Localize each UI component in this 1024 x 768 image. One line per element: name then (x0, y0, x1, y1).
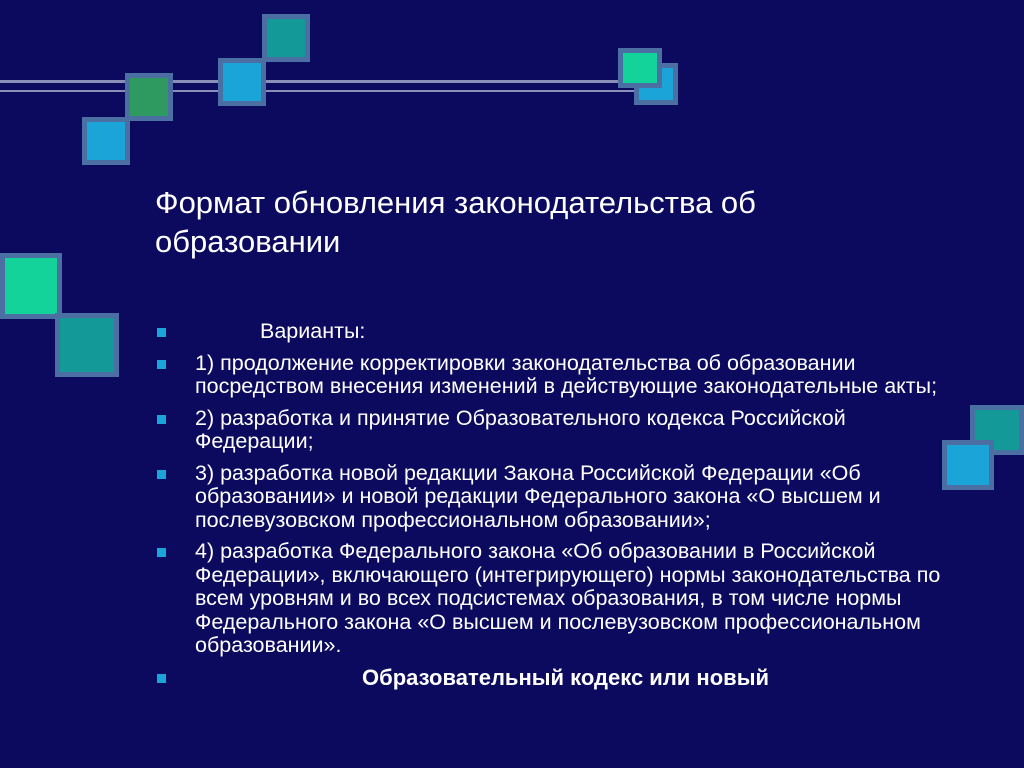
square-bullet-icon (157, 548, 166, 557)
list-item-text: 2) разработка и принятие Образовательного кодекса Российской Федерации; (195, 405, 846, 453)
list-item (157, 320, 957, 344)
list-item-text: 4) разработка Федерального закона «Об образовании в Российской Федерации», включающего (интегрирующего) нормы законодательства по всем уровням и во всех подсистемах образования, в том числе нормы Федерального закона «О высшем и послевузовском профессиональном образовании». (195, 539, 941, 657)
bullet-list (157, 320, 957, 698)
decor-square (55, 313, 119, 377)
decor-square (218, 58, 266, 106)
decor-line (0, 90, 640, 92)
decor-square (618, 48, 662, 88)
square-bullet-icon (157, 415, 166, 424)
list-item (157, 540, 957, 658)
list-item (157, 407, 957, 454)
list-item (157, 666, 957, 691)
slide-title: Формат обновления законодательства об образовании (155, 185, 756, 259)
list-item-text: 3) разработка новой редакции Закона Российской Федерации «Об образовании» и новой редакции Федерального закона «О высшем и послевузовском профессиональном образовании»; (195, 460, 881, 532)
list-item-text: Образовательный кодекс или новый (362, 664, 769, 690)
list-item-text: 1) продолжение корректировки законодательства об образовании посредством внесения изменений в действующие законодательные акты; (195, 350, 938, 398)
list-item-text: Варианты: (260, 319, 366, 343)
decor-square (82, 117, 130, 165)
square-bullet-icon (157, 328, 166, 337)
square-bullet-icon (157, 470, 166, 479)
square-bullet-icon (157, 674, 166, 683)
decor-line (0, 80, 640, 83)
decor-square (0, 253, 62, 319)
list-item (157, 352, 957, 399)
decor-square (125, 73, 173, 121)
square-bullet-icon (157, 360, 166, 369)
decor-square (262, 14, 310, 62)
list-item (157, 462, 957, 533)
